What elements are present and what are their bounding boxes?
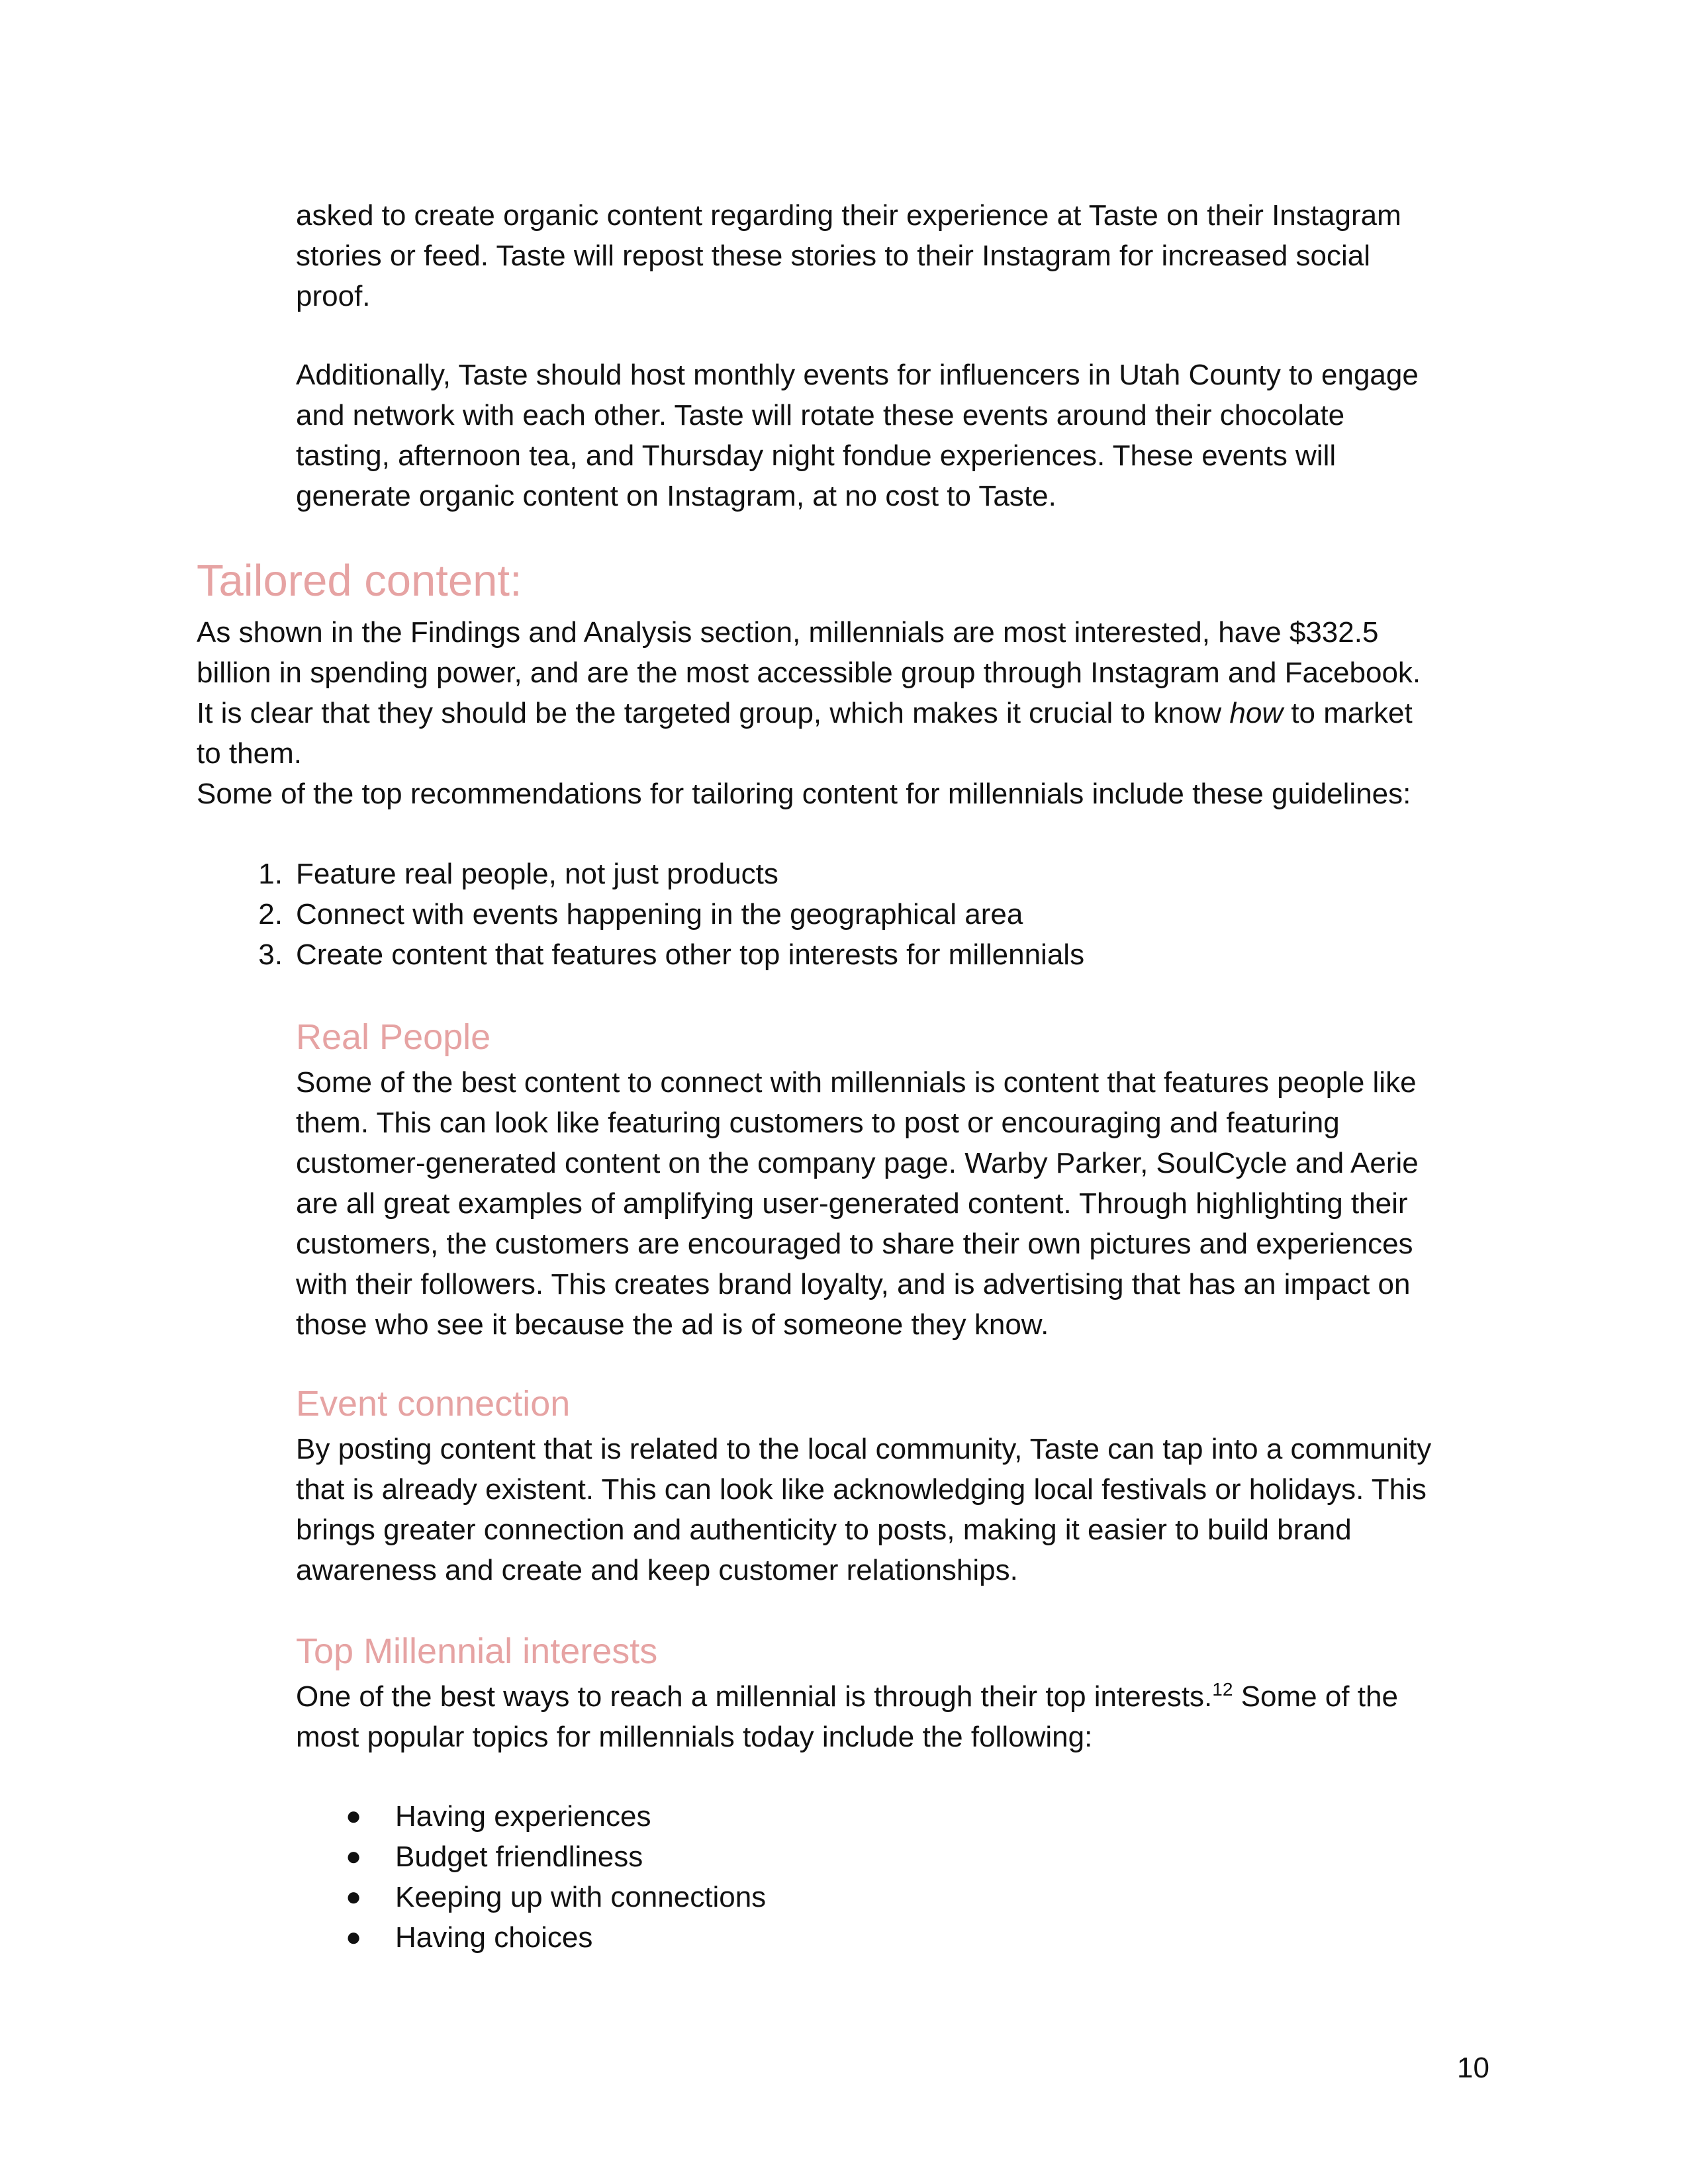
list-item <box>258 854 1084 894</box>
text-line: Additionally, Taste should host monthly events for influencers in Utah County to engage <box>296 359 1419 391</box>
section-heading-tailored-content: Tailored content: <box>197 556 522 606</box>
subheading-top-millennial-interests: Top Millennial interests <box>296 1631 658 1671</box>
text-line: with their followers. This creates brand loyalty, and is advertising that has an impact on <box>296 1268 1411 1300</box>
intro-paragraph-2 <box>296 355 1419 516</box>
text-line: asked to create organic content regarding their experience at Taste on their Instagram <box>296 199 1401 232</box>
text-line: and network with each other. Taste will rotate these events around their chocolate <box>296 399 1345 432</box>
bullet-icon: ● <box>346 1801 362 1831</box>
text-segment: Some of the <box>1233 1680 1398 1713</box>
subheading-event-connection: Event connection <box>296 1384 571 1424</box>
text-segment: One of the best ways to reach a millennial is through their top interests. <box>296 1680 1213 1713</box>
bullet-icon: ● <box>346 1882 362 1911</box>
list-item-text: Keeping up with connections <box>395 1881 767 1913</box>
list-item <box>258 934 1085 975</box>
text-line: generate organic content on Instagram, at no cost to Taste. <box>296 480 1056 512</box>
text-line: By posting content that is related to the local community, Taste can tap into a community <box>296 1433 1432 1465</box>
real-people-paragraph <box>296 1062 1419 1345</box>
list-item-text: Budget friendliness <box>395 1841 643 1873</box>
list-item <box>346 1917 766 1958</box>
text-line: customer-generated content on the company page. Warby Parker, SoulCycle and Aerie <box>296 1147 1419 1179</box>
text-line: that is already existent. This can look like acknowledging local festivals or holidays. This <box>296 1473 1427 1506</box>
text-segment: It is clear that they should be the targeted group, which makes it crucial to know <box>197 697 1230 729</box>
text-line: Some of the top recommendations for tailoring content for millennials include these guidelines: <box>197 778 1411 810</box>
bullet-icon: ● <box>346 1923 362 1952</box>
emphasis-how: how <box>1229 697 1284 729</box>
text-line: customers, the customers are encouraged to share their own pictures and experiences <box>296 1228 1413 1260</box>
text-line <box>296 1676 1398 1717</box>
list-item-text: Feature real people, not just products <box>296 858 778 890</box>
footnote-marker[interactable]: 12 <box>1212 1679 1233 1700</box>
list-item-text: Having choices <box>395 1921 593 1954</box>
list-item <box>346 1837 766 1877</box>
text-line: are all great examples of amplifying user-generated content. Through highlighting their <box>296 1187 1408 1220</box>
text-line: billion in spending power, and are the most accessible group through Instagram and Facebook. <box>197 657 1421 689</box>
intro-paragraph-1 <box>296 195 1401 316</box>
list-item <box>258 894 1084 934</box>
interests-list <box>346 1796 767 1958</box>
list-item-text: Create content that features other top interests for millennials <box>296 938 1085 971</box>
text-segment: to market <box>1283 697 1413 729</box>
subheading-real-people: Real People <box>296 1017 491 1057</box>
text-line: As shown in the Findings and Analysis section, millennials are most interested, have $332.5 <box>197 616 1379 649</box>
list-number: 1. <box>258 858 283 890</box>
event-connection-paragraph <box>296 1429 1431 1590</box>
bullet-icon: ● <box>346 1842 362 1871</box>
text-line: most popular topics for millennials today include the following: <box>296 1721 1093 1753</box>
text-line: to them. <box>197 737 302 770</box>
page-number: 10 <box>1457 2052 1489 2084</box>
text-line: stories or feed. Taste will repost these stories to their Instagram for increased social <box>296 240 1371 272</box>
text-line: tasting, afternoon tea, and Thursday night fondue experiences. These events will <box>296 439 1336 472</box>
list-item <box>346 1877 767 1917</box>
tailored-paragraph <box>197 612 1421 814</box>
top-interests-paragraph <box>296 1676 1398 1757</box>
text-line: proof. <box>296 280 371 312</box>
text-line: awareness and create and keep customer relationships. <box>296 1554 1018 1586</box>
list-item-text: Having experiences <box>395 1800 651 1833</box>
list-number: 2. <box>258 898 283 931</box>
text-line <box>197 693 1421 733</box>
list-number: 3. <box>258 938 283 971</box>
text-line: those who see it because the ad is of someone they know. <box>296 1308 1049 1341</box>
text-line: them. This can look like featuring customers to post or encouraging and featuring <box>296 1107 1340 1139</box>
text-line: brings greater connection and authenticity to posts, making it easier to build brand <box>296 1514 1352 1546</box>
list-item-text: Connect with events happening in the geographical area <box>296 898 1023 931</box>
text-line: Some of the best content to connect with millennials is content that features people like <box>296 1066 1417 1099</box>
recommendations-list <box>258 854 1085 975</box>
list-item <box>346 1796 766 1837</box>
